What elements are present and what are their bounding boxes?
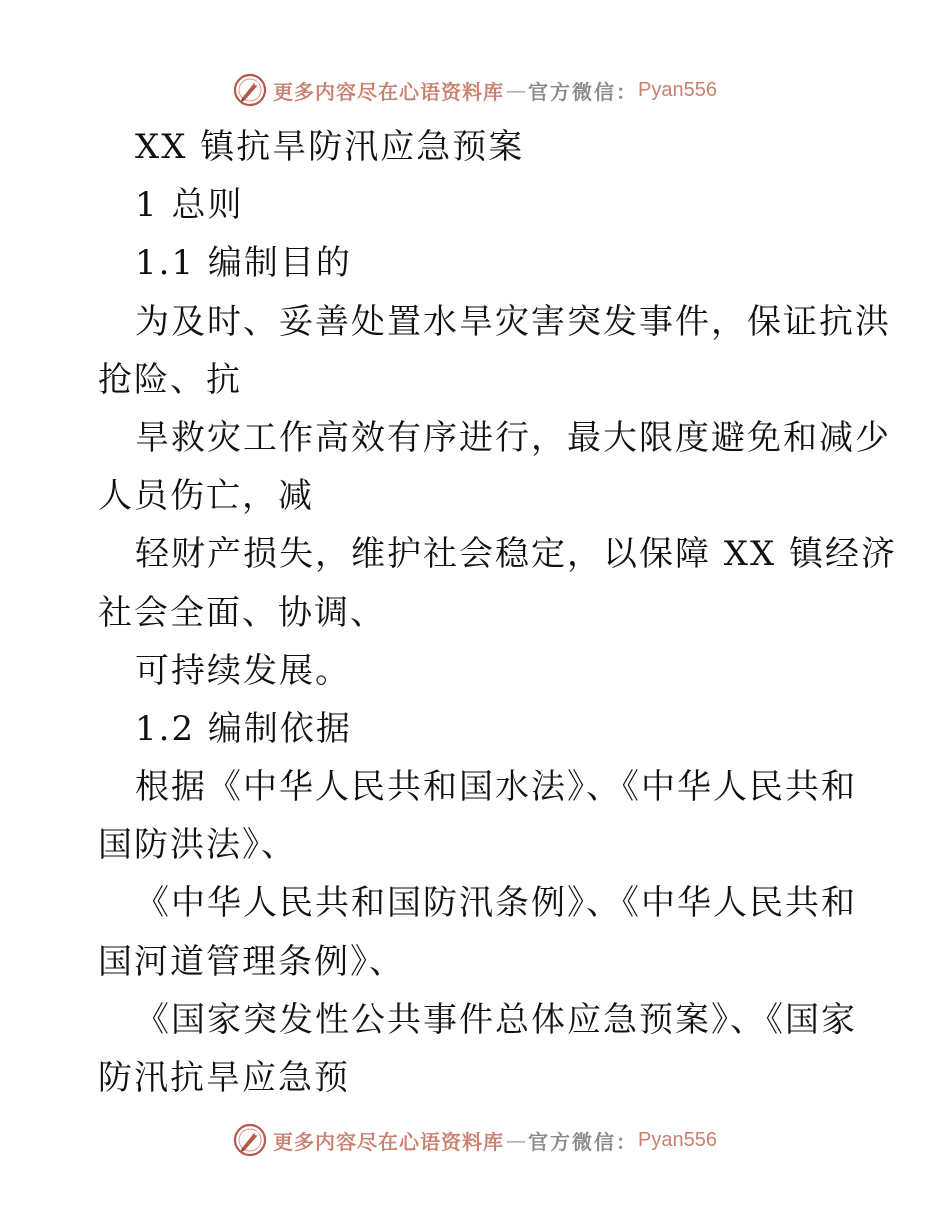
- banner-wechat-id: Pyan556: [638, 1128, 717, 1151]
- paragraph-line: 抢险、抗: [98, 359, 242, 400]
- document-body: [98, 118, 898, 1107]
- quill-logo-icon: [233, 1123, 267, 1157]
- footer-banner: [0, 1120, 950, 1160]
- paragraph-line: 轻财产损失，维护社会稳定，以保障 XX 镇经济: [135, 534, 898, 575]
- banner-wechat-id: Pyan556: [638, 78, 717, 101]
- paragraph-line: 国河道管理条例》、: [98, 941, 405, 982]
- quill-logo-icon: [233, 73, 267, 107]
- doc-title: XX 镇抗旱防汛应急预案: [135, 127, 525, 167]
- banner-official-label: 官方微信：: [528, 1129, 639, 1154]
- paragraph-line: 根据《中华人民共和国水法》、《中华人民共和: [135, 767, 857, 808]
- subsection-heading: 1.1 编制目的: [135, 243, 352, 284]
- banner-dash: —: [506, 1128, 527, 1152]
- banner-main-text: 更多内容尽在心语资料库: [273, 79, 505, 104]
- paragraph-line: 国防洪法》、: [98, 825, 297, 866]
- paragraph-line: 旱救灾工作高效有序进行，最大限度避免和减少: [135, 417, 891, 458]
- paragraph-line: 《国家突发性公共事件总体应急预案》、《国家: [135, 999, 857, 1040]
- section-heading: 1 总则: [135, 185, 244, 226]
- paragraph-line: 社会全面、协调、: [98, 592, 386, 633]
- banner-main-text: 更多内容尽在心语资料库: [273, 1129, 505, 1154]
- paragraph-line: 人员伤亡，减: [98, 476, 314, 517]
- paragraph-line: 防汛抗旱应急预: [98, 1058, 350, 1098]
- subsection-heading: 1.2 编制依据: [135, 708, 352, 749]
- banner-official-label: 官方微信：: [528, 79, 639, 104]
- header-banner: [0, 70, 950, 110]
- paragraph-line: 为及时、妥善处置水旱灾害突发事件，保证抗洪: [135, 301, 891, 342]
- paragraph-line: 《中华人民共和国防汛条例》、《中华人民共和: [135, 883, 857, 924]
- banner-dash: —: [506, 78, 527, 102]
- paragraph-line: 可持续发展。: [135, 650, 351, 691]
